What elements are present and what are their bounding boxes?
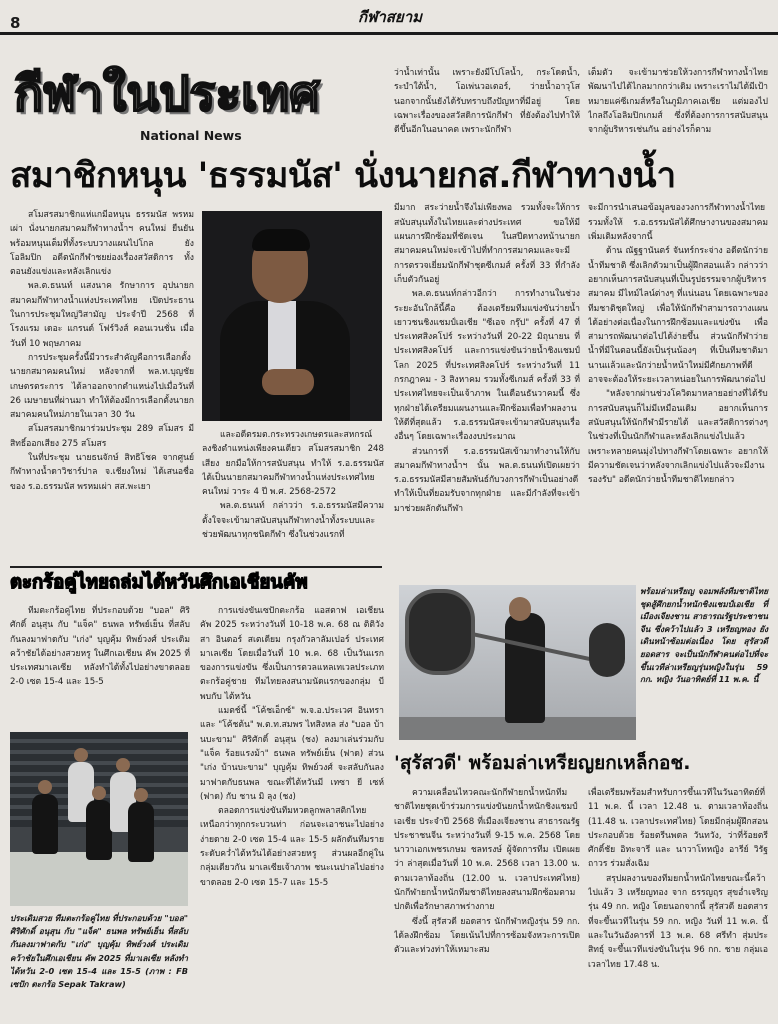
official-portrait-photo (202, 211, 382, 421)
story1-column-4 (588, 66, 768, 562)
weightlifting-headline: 'สุรัสวดี' พร้อมล่าเหรียญยกเหล็กอช. (394, 752, 691, 774)
story1-column-1 (10, 208, 194, 560)
paragraph: ทีมตะกร้อคู่ไทย ที่ประกอบด้วย "บอล" ศิริศักดิ์ อนุสุน กับ "แจ็ค" ธนพล ทรัพย์เย็น ที่สลับกันลงมาฟาดกับ "เก่ง" บุญคุ้ม ทิพย์วงศ์ ประเดิมคว้าชัยได้อย่างสวยหรู ในศึกเอเชียน คัพ 2025 ที่ประเทศมาเลเซีย หลังทำได้ทั้งไปอย่างขาดลอย 2-0 เซต 15-4 และ 15-5 (10, 606, 190, 688)
paragraph: ตลอดการแข่งขันทีมหวดลูกพลาสติกไทยเหนือกว่าทุกกระบวนท่า ก่อนจะเอาชนะไปอย่างง่ายดาย 2-0 เซต 15-4 และ 15-5 ผลักดันทีมรายระดับคว่ำไต้หวันได้อย่างสวยหรู ส่วนผลอีกคู่ในกลุ่มเดียวกัน มาเลเซียเจ้าภาพ ชนะเนปาลไปอย่างขาดลอย 2-0 เซต 15-7 และ 15-5 (200, 806, 384, 888)
paragraph: ว่าน้ำเท่านั้น เพราะยังมีโปโลน้ำ, กระโดดน้ำ, ระบำใต้น้ำ, โอเพ่นวอเตอร์, ว่ายน้ำอาวุโส นอกจากนั้นยังได้รับทราบถึงปัญหาที่มีอยู่ โดยเฉพาะเรื่องของสวัสดิการนักกีฬา ที่ยังต้องไปทำให้ดีขึ้นอีกในอนาคต เพราะนักกีฬา (394, 68, 580, 136)
story1-column-2 (202, 428, 384, 562)
paragraph: การแข่งขันเซปักตะกร้อ แอสตาฟ เอเชียน คัพ 2025 ระหว่างวันที่ 10-18 พ.ค. 68 ณ ติติวังสา อินดอร์ สเตเดียม กรุงกัวลาลัมเปอร์ ประเทศมาเลเซีย โดยเมื่อวันที่ 10 พ.ค. 68 เป็นวันแรกของการแข่งขัน ซึ่งเป็นการตวลแหลเทเวลประเภทตะกร้อคู่ชาย ทีมไทยลงสนามนัดแรกของกลุ่ม บี พบกับ ไต้หวัน (200, 606, 384, 702)
weightlifting-photo-caption: พร้อมล่าเหรียญ จอมพลังทีมชาติไทยชุดสู้ศึกยกน้ำหนักชิงแชมป์เอเชีย ที่เมืองเจียงชาน สาธารณรัฐประชาชนจีน ซึ่งคว้าไปแล้ว 3 เหรียญทอง ยังเดินหน้าซ้อมต่อเนื่อง โดย สุรัสวดี ยอดสาร จะเป็นนักกีฬาคนต่อไปที่จะขึ้นเวทีล่าเหรียญรุ่นหญิงในรุ่น 59 กก. หญิง วันอาทิตย์ที่ 11 พ.ค. นี้ (640, 586, 768, 685)
story3-column-2 (588, 786, 768, 1018)
paragraph: การประชุมครั้งนี้มีวาระสำคัญคือการเลือกตั้งนายกสมาคมคนใหม่ หลังจากที่ พล.ท.บุญชัย เกษตรตระการ ได้ลาออกจากตำแหน่งไปเมื่อวันที่ 26 เมษายนที่ผ่านมา ทำให้ต้องมีการเลือกตั้งนายกสมาคมคนใหม่ภายในเวลา 30 วัน (10, 352, 194, 421)
story2-column-2 (200, 604, 384, 1018)
takraw-photo-caption: ประเดิมสวย ทีมตะกร้อคู่ไทย ที่ประกอบด้วย "บอล" ศิริศักดิ์ อนุสุน กับ "แจ็ค" ธนพล ทรัพย์เย็น ที่สลับกันลงมาฟาดกับ "เก่ง" บุญคุ้ม ทิพย์วงศ์ ประเดิมคว้าชัยในศึกเอเชียน คัพ 2025 ที่มาเลเซีย หลังทำได้หวัน 2-0 เซต 15-4 และ 15-5 (ภาพ : FB เซปัก ตะกร้อ Sepak Takraw) (10, 913, 188, 990)
paragraph: ความเคลื่อนไหวคณะนักกีฬายกน้ำหนักทีมชาติไทยชุดเข้าร่วมการแข่งขันยกน้ำหนักชิงแชมป์เอเชีย ประจำปี 2568 ที่เมืองเจียงชาน สาธารณรัฐประชาชนจีน ระหว่างวันที่ 9-15 พ.ค. 2568 โดย นาวาเอกเพชรเกษม ชลทรงษ์ ผู้จัดการทีม เปิดเผยว่า ล่าสุดเมื่อวันที่ 10 พ.ค. 2568 เวลา 13.00 น. ตามเวลาท้องถิ่น (12.00 น. เวลาประเทศไทย) นักกีฬายกน้ำหนักทีมชาติไทยลงสนามฝึกซ้อมตามปกติเพื่อรักษาสภาพร่างกาย (394, 788, 580, 913)
paragraph: มีมาก สระว่ายน้ำจึงไม่เพียงพอ รวมทั้งจะให้การสนับสนุนทั้งในไทยและต่างประเทศ ขอให้มีแผนการฝึกซ้อมที่ชัดเจน ในสปีดทางหน้านายกสมาคมคนใหม่จะเข้าไปที่ทำการสมาคมและจะมีการตรวจเยี่ยมนักกีฬาชุดซีเกมส์ ครั้งที่ 33 ที่กำลังเก็บตัวกันอยู่ (394, 203, 580, 285)
section-subtitle: National News (140, 128, 242, 143)
takraw-team-photo (10, 732, 188, 906)
top-rule (0, 32, 778, 35)
paragraph: "หลังจากผ่านช่วงโควิดมาหลายอย่างที่ได้รับการสนับสนุนก็ไม่มีเหมือนเดิม อยากเห็นการสนับสนุนให้นักกีฬามีรายได้ และสวัสดิการต่างๆ ในช่วงที่เป็นนักกีฬาและหลังเลิกแข่งไปแล้ว เพราะหลายคนมุ่งไปทางกีฬาโดยเฉพาะ อยากให้มีความชัดเจนว่าหลังจากเลิกแข่งไปแล้วจะมีงานรองรับ" อดีตนักว่ายน้ำทีมชาติไทยกล่าว (588, 389, 768, 486)
paragraph: พล.ต.ธนนท์ กล่าวว่า ร.อ.ธรรมนัสมีความตั้งใจจะเข้ามาสนับสนุนกีฬาทางน้ำทั้งระบบและช่วยพัฒนาทุกชนิดกีฬา ซึ่งในช่วงแรกที่ (202, 501, 384, 541)
story1-column-3 (394, 66, 580, 562)
paragraph: เพื่อเตรียมพร้อมสำหรับการขึ้นเวทีในวันอาทิตย์ที่ 11 พ.ค. นี้ เวลา 12.48 น. ตามเวลาท้องถิ่น (11.48 น. เวลาประเทศไทย) โดยมีกลุ่มผู้ฝึกสอน ประกอบด้วย ร้อยตรีนพดล วันทวัง, ว่าที่ร้อยตรี ศักดิ์ชัย อิทะจารี และ นาวาโทหญิง อารีย์ วิรัฐถาวร ร่วมสั่งเฉิม (588, 788, 768, 870)
paragraph: ส่วนการที่ ร.อ.ธรรมนัสเข้ามาทำงานให้กับสมาคมกีฬาทางน้ำฯ นั้น พล.ต.ธนนท์เปิดเผยว่า ร.อ.ธรรมนัสมีสายสัมพันธ์กับวงการกีฬาเป็นอย่างดี ทำให้เป็นที่ยอมรับจากทุกฝ่าย และมีกำลังที่จะเข้ามาช่วยผลักดันกีฬา (394, 446, 580, 514)
paragraph: สโมสรสมาชิกแห่แกมีอหนุน ธรรมนัส พรหมเผ่า นั่งนายกสมาคมกีฬาทางน้ำฯ คนใหม่ ยืนยันพร้อมหนุนเต็มที่ทั้งระบบวางแผนไปโกล ยังโอลิมปิก อดีตนักกีฬาชยย่องเรื่องสวัสดิการ ทั้งตอนยังแข่งและหลังเลิกแข่ง (10, 210, 194, 278)
paragraph: สโมสรสมาชิกมาร่วมประชุม 289 สโมสร มีสิทธิ์ออกเสียง 275 สโมสร (10, 424, 194, 449)
paragraph: พล.ต.ธนนท์ แสงนาค รักษาการ อุปนายกสมาคมกีฬาทางน้ำแห่งประเทศไทย เปิดประธานในการประชุมใหญ่วิสามัญ ประจำปี 2568 ที่โรงแรม เดอะ แกรนด์ โฟร์วิงส์ คอนเวนชั่น เมื่อวันที่ 10 พฤษภาคม (10, 281, 194, 349)
paragraph: ซึ่งนี้ สุรัสวดี ยอดสาร นักกีฬาหญิงรุ่น 59 กก. ได้ลงฝึกซ้อม โดยเน้นไปที่การซ้อมจังหวะการเปิดตัวและท่วงท่าให้เหมาะสม (394, 916, 580, 956)
paragraph: และอดีตรมต.กระทรวงเกษตรและสหกรณ์ ลงชิงตำแหน่งเพียงคนเดียว สโมสรสมาชิก 248 เสียง ยกมือให้การสนับสนุน ทำให้ ร.อ.ธรรมนัส ได้เป็นนายกสมาคมกีฬาทางน้ำแห่งประเทศไทย คนใหม่ วาระ 4 ปี พ.ศ. 2568-2572 (202, 430, 384, 498)
story2-column-1 (10, 604, 190, 728)
paragraph: เต็มตัว จะเข้ามาช่วยให้วงการกีฬาทางน้ำไทยพัฒนาไปได้ไกลมากกว่าเดิม เพราะเราไม่ได้มีเป้าหมายแค่ซีเกมส์หรือในภูมิภาคเอเชีย แต่มองไปไกลถึงโอลิมปิกเกมส์ ซึ่งที่ต้องการการสนับสนุนจากผู้บริหารเช่นกัน อย่างไรก็ตาม (588, 68, 768, 136)
paragraph: แมตช์นี้ "โค้ชเอ็กซ์" พ.จ.อ.ประเวศ อินทรา และ "โค้ชต้น" พ.ต.ท.สมพร ไทสิงหล ส่ง "บอล บ้านบะขาม" ศิริศักดิ์ อนุสุน (ชง) ลงมาเล่นร่วมกับ "แจ็ค ร้อยแรงม้า" ธนพล ทรัพย์เย็น (ฟาด) ส่วน "เก่ง บ้านบะขาม" บุญคุ้ม ทิพย์วงศ์ จะสลับกันลงมาฟาดกับธนพล ขณะที่ไต้หวันมี เทซา ยี เซห์ (ฟาด) กับ ชาน มิ ลุง (ชง) (200, 706, 384, 802)
takraw-headline: ตะกร้อคู่ไทยถล่มไต้หวันศึกเอเชียนคัพ (10, 572, 308, 593)
story3-column-1 (394, 786, 580, 1018)
paragraph: พล.ต.ธนนท์กล่าวอีกว่า การทำงานในช่วงระยะอันใกล้นี้คือ ต้องเตรียมทีมแข่งขันว่ายน้ำเยาวชนชิงแชมป์เอเชีย "ซีเอจ กรุ๊ป" ครั้งที่ 47 ที่ประเทศสิงคโปร์ ระหว่างวันที่ 20-22 มิถุนายน ที่ประเทศสิงคโปร์ และการแข่งขันว่ายน้ำชิงแชมป์โลก 2025 ที่ประเทศสิงคโปร์ ระหว่างวันที่ 11 กรกฎาคม - 3 สิงหาคม รวมทั้งซีเกมส์ ครั้งที่ 33 ที่ประเทศไทยจะเป็นเจ้าภาพ ในเดือนธันวาคมนี้ ซึ่งทุกฝ่ายได้เตรียมแผนงานและฝึกซ้อมเพื่อทำผลงานให้ดีที่สุดแล้ว ร.อ.ธรรมนัสจะเข้ามาสนับสนุนเรื่องอื่นๆ โดยเฉพาะเรื่องงบประมาณ (394, 289, 580, 443)
paragraph: จะมีการนำเสนอข้อมูลของวงการกีฬาทางน้ำไทย รวมทั้งให้ ร.อ.ธรรมนัสได้ศึกษางานของสมาคมเพิ่มเติมหลังจากนี้ (588, 203, 768, 243)
paragraph: สรุปผลงานของทีมยกน้ำหนักไทยขณะนี้คว้าไปแล้ว 3 เหรียญทอง จาก ธรรญฤร สุขอ่ำเจริญ รุ่น 49 กก. หญิง โดยนอกจากนี้ สุรัสวดี ยอดสาร ที่จะขึ้นเวทีในรุ่น 59 กก. หญิง วันที่ 11 พ.ค. นี้ และในวันอังคารที่ 13 พ.ค. 68 ศรีทำ สุ่มประสิทธุ์ จะขึ้นเวทีแข่งขันในรุ่น 96 กก. ชาย กลุ่มเอ เวลาไทย 17.48 น. (588, 873, 768, 970)
masthead-logo: กีฬาสยาม (357, 8, 422, 26)
page-number: 8 (10, 14, 21, 32)
weightlifting-photo (399, 585, 636, 740)
main-headline: สมาชิกหนุน 'ธรรมนัส' นั่งนายกส.กีฬาทางน้ำ (10, 156, 676, 196)
section-title: กีฬาในประเทศ (14, 66, 320, 122)
paragraph: ด้าน ณัฐฐานันตร์ จันทร์กระจ่าง อดีตนักว่ายน้ำทีมชาติ ซึ่งเลิกตัวมาเป็นผู้ฝึกสอนแล้ว กล่าวว่า อยากเห็นการสนับสนุนที่เป็นรูปธรรมจากผู้บริหารสมาคม มีไทม์ไลน์ต่างๆ ที่แน่นอน โดยเฉพาะของทีมชาติชุดใหญ่ เพื่อให้นักกีฬาสามารถวางแผนได้อย่างต่อเนื่องในการฝึกซ้อมและแข่งขัน เพื่อสามารถพัฒนาต่อไปได้ง่ายขึ้น ส่วนนักกีฬาว่ายน้ำที่มีในตอนนี้ยังเป็นรุ่นน้องๆ ที่เป็นทีมชาติมานานแล้วและนักว่ายน้ำหน้าใหม่มีศักยภาพที่ดี อาจจะต้องให้ระยะเวลาหน่อยในการพัฒนาต่อไป (588, 246, 768, 386)
paragraph: ในที่ประชุม นายธนจักษ์ สิทธิโชค จากศูนย์กีฬาทางน้ำดาวิชาร์ปาล จ.เชียงใหม่ ได้เสนอชื่อของ ร.อ.ธรรมนัส พรหมเผ่า สส.พะเยา (10, 453, 194, 492)
